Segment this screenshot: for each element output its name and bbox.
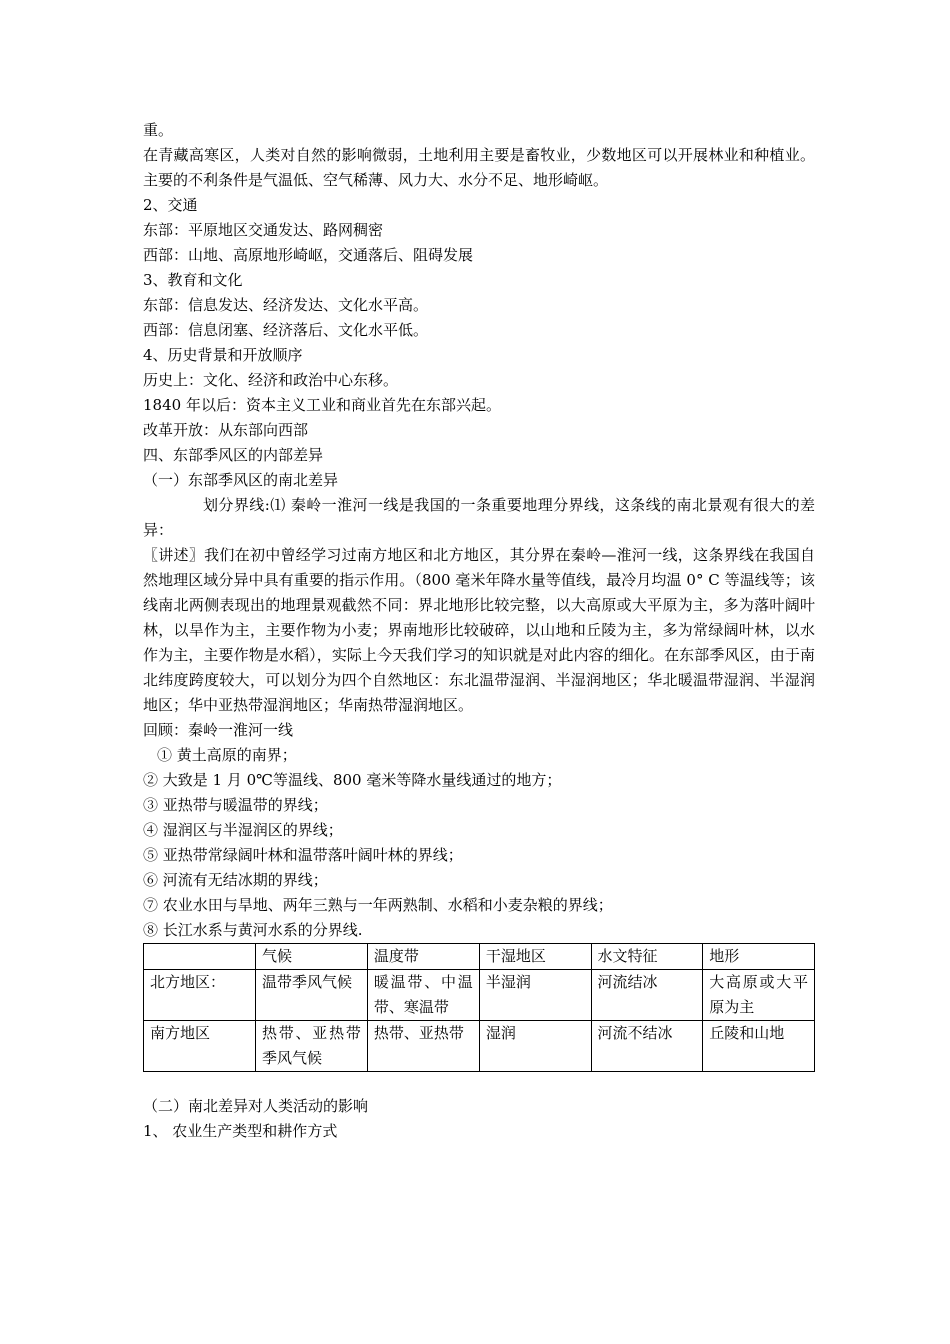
table-header-row (144, 944, 815, 970)
table-header-cell: 地形 (703, 944, 815, 970)
table-row (144, 970, 815, 1021)
heading-education: 3、教育和文化 (143, 271, 243, 289)
table-header-cell: 水文特征 (591, 944, 703, 970)
document-page (143, 118, 815, 1144)
text-line: 西部：山地、高原地形崎岖，交通落后、阻碍发展 (143, 246, 474, 264)
table-cell: 热带、亚热带 (367, 1021, 479, 1072)
paragraph-divide: 划分界线:⑴ 秦岭一淮河一线是我国的一条重要地理分界线，这条线的南北景观有很大的差异： (143, 496, 815, 539)
list-item: ⑥ 河流有无结冰期的界线； (143, 871, 328, 889)
text-line: 东部：信息发达、经济发达、文化水平高。 (143, 296, 429, 314)
heading-subsection-2: （二）南北差异对人类活动的影响 (143, 1097, 369, 1115)
heading-traffic: 2、交通 (143, 196, 198, 214)
text-line: 东部：平原地区交通发达、路网稠密 (143, 221, 384, 239)
table-cell: 热带、亚热带季风气候 (255, 1021, 367, 1072)
text-line: 重。 (143, 121, 174, 139)
table-header-cell: 干湿地区 (479, 944, 591, 970)
paragraph-lecture: 〖讲述〗我们在初中曾经学习过南方地区和北方地区，其分界在秦岭—淮河一线，这条界线在我国自然地理区域分异中具有重要的指示作用。（800 毫米年降水量等值线，最冷月均温 0° C 等温线等；该线南北两侧表现出的地理景观截然不同：界北地形比较完整，以大高原或大平原为主，多为落叶阔叶林，以旱作为主，主要作物为小麦；界南地形比较破碎，以山地和丘陵为主，多为常绿阔叶林，以水作为主，主要作物是水稻），实际上今天我们学习的知识就是对此内容的细化。在东部季风区，由于南北纬度跨度较大，可以划分为四个自然地区：东北温带湿润、半湿润地区；华北暖温带湿润、半湿润地区；华中亚热带湿润地区；华南热带湿润地区。 (143, 546, 815, 714)
list-item: ① 黄土高原的南界； (157, 746, 297, 764)
table-cell: 温带季风气候 (255, 970, 367, 1021)
table-header-cell: 气候 (255, 944, 367, 970)
table-cell: 北方地区： (144, 970, 256, 1021)
table-cell: 河流结冰 (591, 970, 703, 1021)
heading-history: 4、历史背景和开放顺序 (143, 346, 303, 364)
text-line: 西部：信息闭塞、经济落后、文化水平低。 (143, 321, 429, 339)
heading-agriculture: 1、 农业生产类型和耕作方式 (143, 1122, 338, 1140)
table-cell: 暖温带、中温带、寒温带 (367, 970, 479, 1021)
comparison-table (143, 943, 815, 1072)
heading-subsection-1: （一）东部季风区的南北差异 (143, 471, 339, 489)
table-header-cell (144, 944, 256, 970)
table-cell: 湿润 (479, 1021, 591, 1072)
list-item: ⑦ 农业水田与旱地、两年三熟与一年两熟制、水稻和小麦杂粮的界线； (143, 896, 613, 914)
table-cell: 丘陵和山地 (703, 1021, 815, 1072)
text-line: 回顾：秦岭一淮河一线 (143, 721, 294, 739)
list-item: ④ 湿润区与半湿润区的界线； (143, 821, 343, 839)
list-item: ⑤ 亚热带常绿阔叶林和温带落叶阔叶林的界线； (143, 846, 463, 864)
text-line: 1840 年以后：资本主义工业和商业首先在东部兴起。 (143, 396, 501, 414)
text-line: 改革开放：从东部向西部 (143, 421, 309, 439)
table-header-cell: 温度带 (367, 944, 479, 970)
list-item: ② 大致是 1 月 0℃等温线、800 毫米等降水量线通过的地方； (143, 771, 562, 789)
table-cell: 南方地区 (144, 1021, 256, 1072)
table-row (144, 1021, 815, 1072)
heading-section-4: 四、东部季风区的内部差异 (143, 446, 324, 464)
text-line: 历史上：文化、经济和政治中心东移。 (143, 371, 399, 389)
spacer (143, 1072, 815, 1094)
paragraph-tibet: 在青藏高寒区，人类对自然的影响微弱，土地利用主要是畜牧业，少数地区可以开展林业和种植业。主要的不利条件是气温低、空气稀薄、风力大、水分不足、地形崎岖。 (143, 146, 815, 189)
table-cell: 河流不结冰 (591, 1021, 703, 1072)
table-cell: 大高原或大平原为主 (703, 970, 815, 1021)
table-cell: 半湿润 (479, 970, 591, 1021)
list-item: ⑧ 长江水系与黄河水系的分界线. (143, 921, 363, 939)
list-item: ③ 亚热带与暖温带的界线； (143, 796, 328, 814)
